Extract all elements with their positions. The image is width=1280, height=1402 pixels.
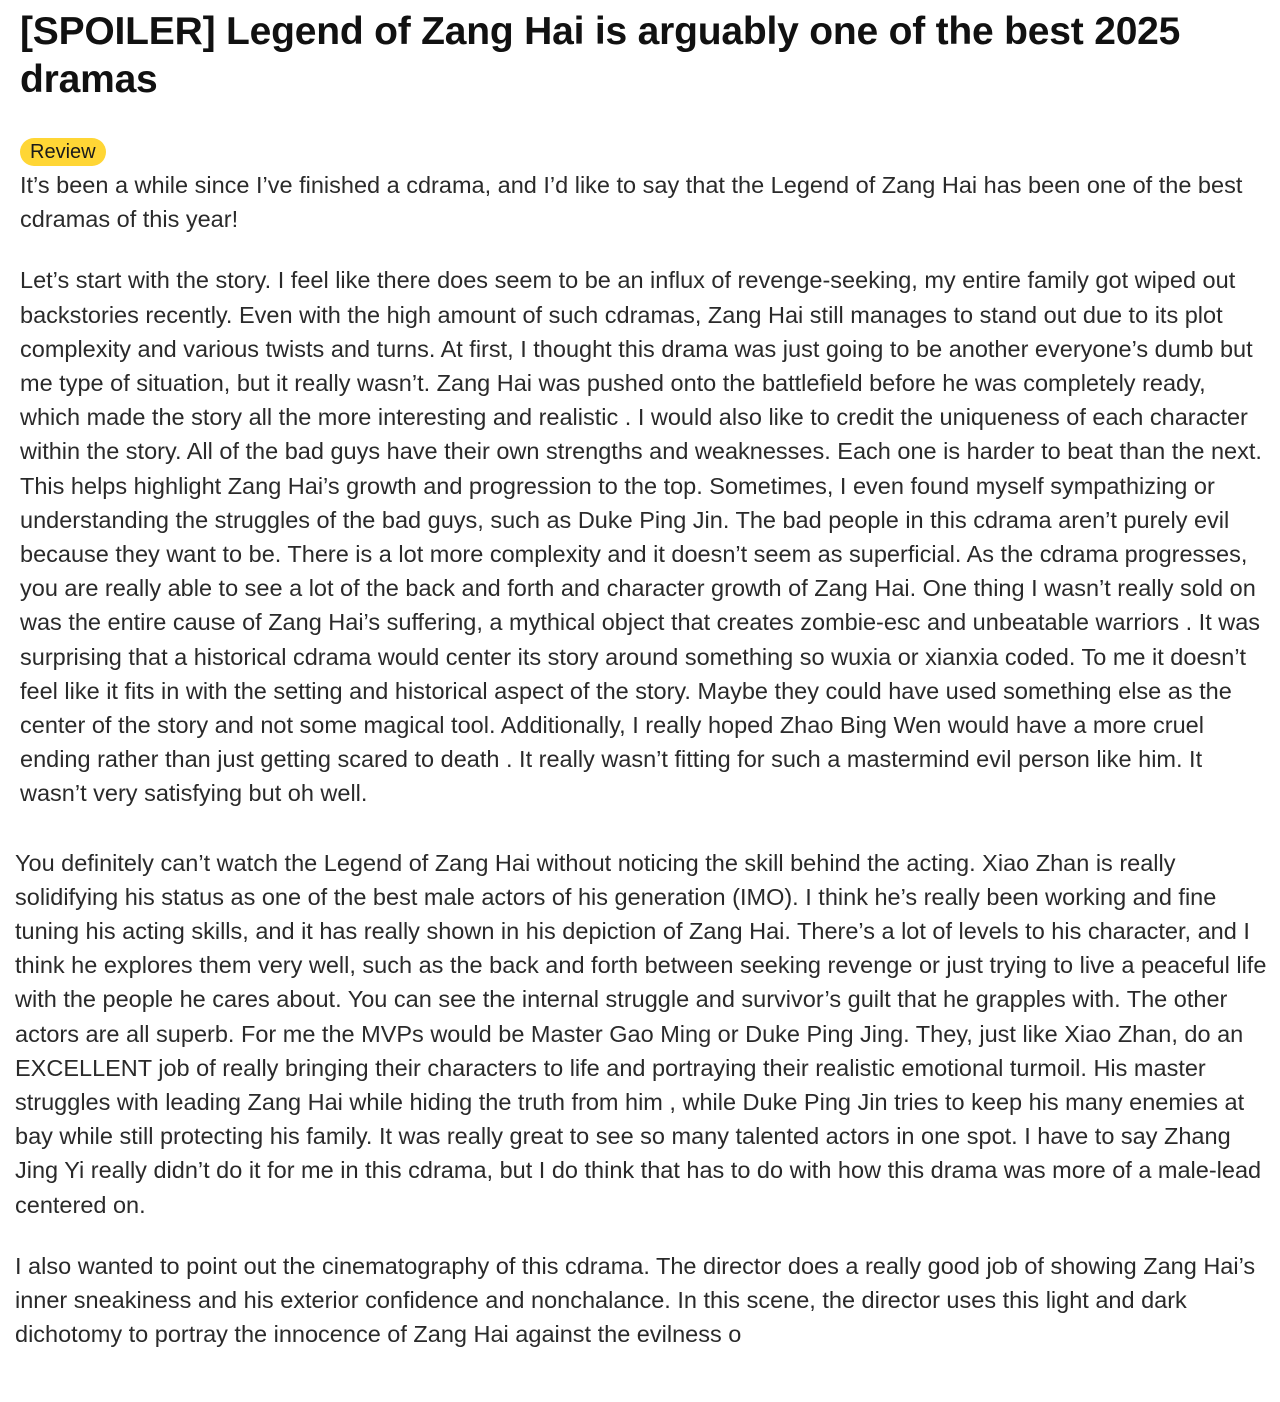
paragraph-story: Let’s start with the story. I feel like there does seem to be an influx of revenge-seeking, my entire family got wiped out backstories recently. Even with the high amount of such cdramas, Zang Hai still manages to stand out due to its plot complexity and various twists and turns. At first, I thought this drama was just going to be another everyone’s dumb but me type of situation, but it really wasn’t. Zang Hai was pushed onto the battlefield before he was completely ready, which made the story all the more interesting and realistic . I would also like to credit the uniqueness of each character within the story. All of the bad guys have their own strengths and weaknesses. Each one is harder to beat than the next. This helps highlight Zang Hai’s growth and progression to the top. Sometimes, I even found myself sympathizing or understanding the struggles of the bad guys, such as Duke Ping Jin. The bad people in this cdrama aren’t purely evil because they want to be. There is a lot more complexity and it doesn’t seem as superficial. As the cdrama progresses, you are really able to see a lot of the back and forth and character growth of Zang Hai. One thing I wasn’t really sold on was the entire cause of Zang Hai’s suffering, a mythical object that creates zombie-esc and unbeatable warriors . It was surprising that a historical cdrama would center its story around something so wuxia or xianxia coded. To me it doesn’t feel like it fits in with the setting and historical aspect of the story. Maybe they could have used something else as the center of the story and not some magical tool. Additionally, I really hoped Zhao Bing Wen would have a more cruel ending rather than just getting scared to death . It really wasn’t fitting for such a mastermind evil person like him. It wasn’t very satisfying but oh well. <box>20 267 1262 807</box>
paragraph-intro: It’s been a while since I’ve finished a cdrama, and I’d like to say that the Legend of Zang Hai has been one of the best cdramas of this year! <box>20 172 1243 233</box>
review-flair[interactable]: Review <box>20 138 106 166</box>
post-title[interactable]: [SPOILER] Legend of Zang Hai is arguably one of the best 2025 dramas <box>20 10 1181 101</box>
watermark-overlay <box>930 1346 1260 1380</box>
paragraph-cinematography: I also wanted to point out the cinematography of this cdrama. The director does a really good job of showing Zang Hai’s inner sneakiness and his exterior confidence and nonchalance. In this scene, the director uses this light and dark dichotomy to portray the innocence of Zang Hai against the evilness o <box>15 1252 1256 1348</box>
paragraph-acting: You definitely can’t watch the Legend of Zang Hai without noticing the skill behind the acting. Xiao Zhan is really solidifying his status as one of the best male actors of his generation (IMO). I think he’s really been working and fine tuning his acting skills, and it has really shown in his depiction of Zang Hai. There’s a lot of levels to his character, and I think he explores them very well, such as the back and forth between seeking revenge or just trying to live a peaceful life with the people he cares about. You can see the internal struggle and survivor’s guilt that he grapples with. The other actors are all superb. For me the MVPs would be Master Gao Ming or Duke Ping Jing. They, just like Xiao Zhan, do an EXCELLENT job of really bringing their characters to life and portraying their realistic emotional turmoil. His master struggles with leading Zang Hai while hiding the truth from him , while Duke Ping Jin tries to keep his many enemies at bay while still protecting his family. It was really great to see so many talented actors in one spot. I have to say Zhang Jing Yi really didn’t do it for me in this cdrama, but I do think that has to do with how this drama was more of a male-lead centered on. <box>15 849 1267 1218</box>
